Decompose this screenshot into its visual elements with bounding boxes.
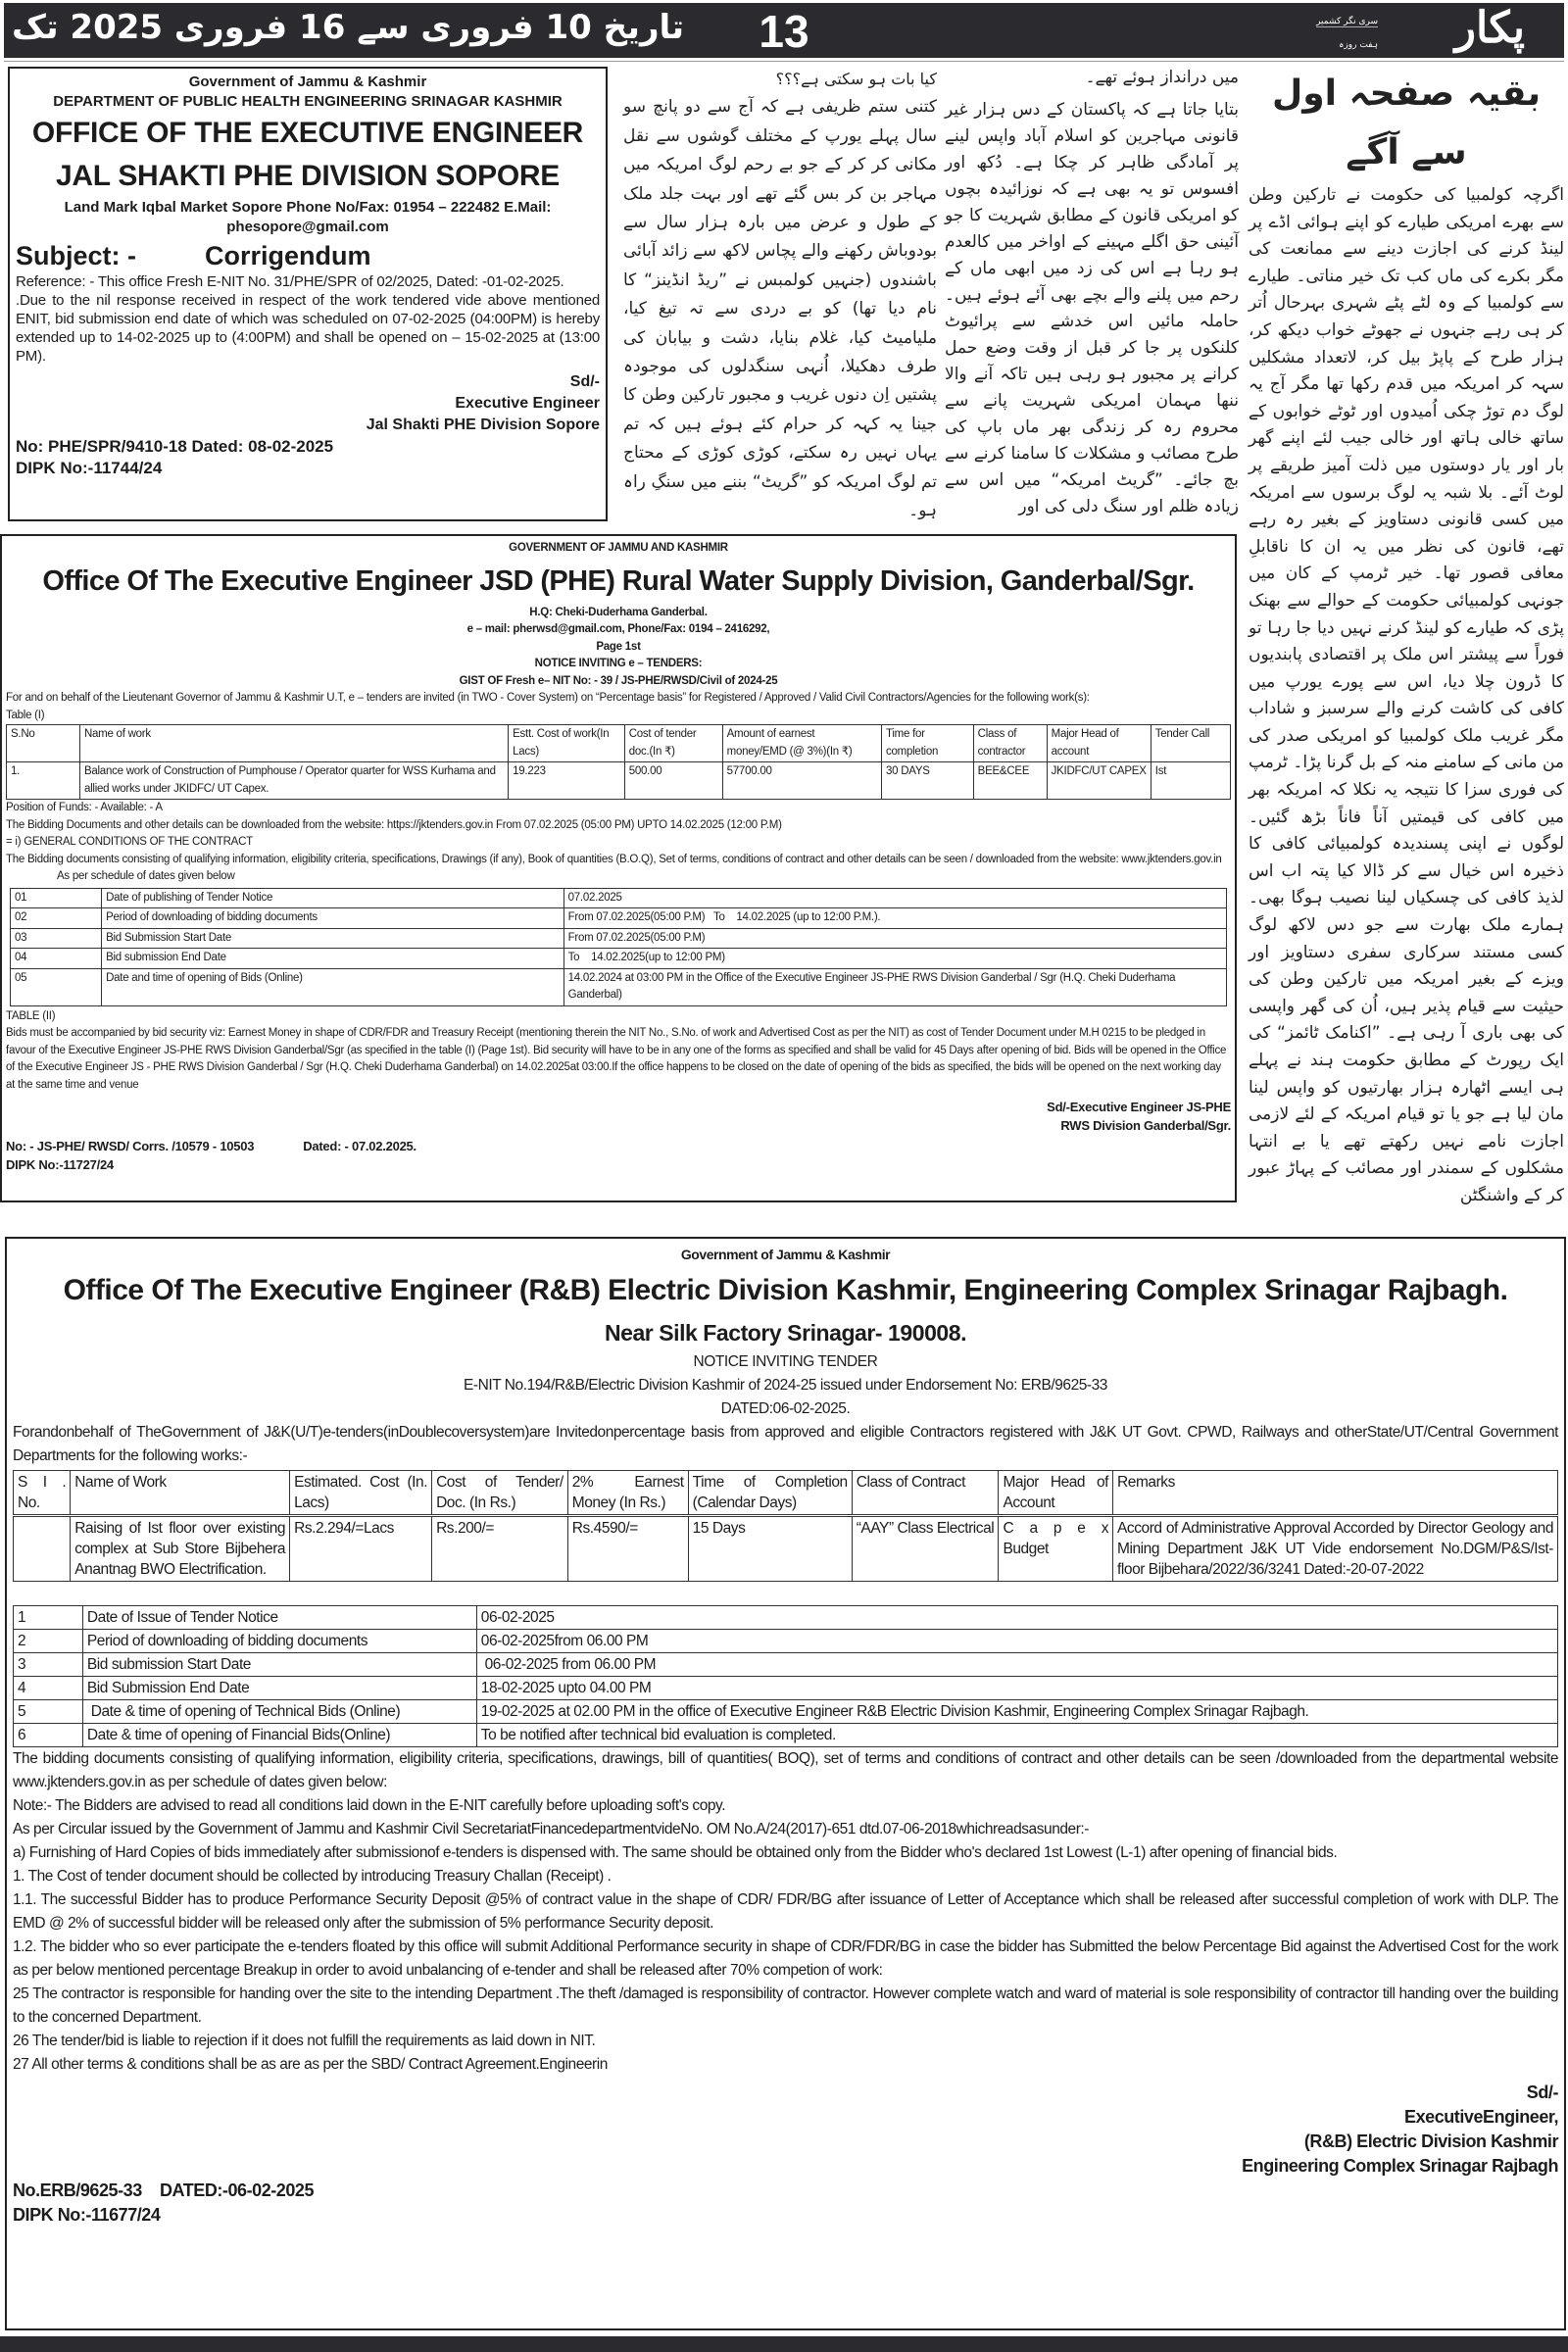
reference-number: No: PHE/SPR/9410-18 Dated: 08-02-2025: [16, 437, 334, 456]
table-header-cell: Class of Contract: [852, 1471, 999, 1516]
article-text: بتایا جاتا ہے کہ پاکستان کے دس ہزار غیر قانونی مہاجرین کو اسلام آباد واپس لینے پر آمادگی ظاہر کر چکا ہے۔ دُکھ اور افسوس تو یہ بھی ہے کہ نوزائیدہ بچوں کو امریکی قانون کے مطابق شہریت کا جو آئینی حق اگلے مہینے کے اواخر میں کالعدم ہو رہا ہے اس کی زد میں ابھی ماں کے رحم میں پلنے والے بچے بھی آئے ہوئے ہیں۔ حاملہ مائیں اس خدشے سے پرائیوٹ کلنکوں پر جا کر قبل از وقت وضع حمل کرانے پر مجبور ہو رہی ہیں تاکہ آنے والا ننھا مہمان امریکی شہریت پانے سے محروم رہ کر زندگی بھر ماں باپ کی طرح مصائب و مشکلات کا سامنا کرنے سے بچ جائے۔ ”گریٹ امریکہ“ میں اس سے زیادہ ظلم اور سنگ دلی کی اور: [945, 100, 1239, 516]
schedule-cell: To 14.02.2025(up to 12:00 PM): [564, 949, 1226, 969]
download-line: The Bidding Documents and other details can be downloaded from the website: https://jktenders.gov.in From 07.02.2025 (05:00 PM) UPTO 14.02.2025 (12:00 P.M): [6, 818, 782, 831]
address-line: Near Silk Factory Srinagar- 190008.: [604, 1320, 967, 1346]
schedule-cell: To be notified after technical bid evaluation is completed.: [476, 1724, 1557, 1747]
schedule-cell: 01: [11, 888, 102, 908]
office-title: Office Of The Executive Engineer (R&B) Electric Division Kashmir, Engineering Complex Srinagar Rajbagh.: [63, 1274, 1508, 1306]
table-cell: BEE&CEE: [973, 762, 1047, 800]
schedule-row: [11, 949, 1227, 969]
issue-date: تاریخ 10 فروری سے 16 فروری 2025 تک: [12, 8, 685, 47]
urdu-article-column-1: [623, 65, 937, 527]
page-line: Page 1st: [596, 640, 641, 653]
funds-line: Position of Funds: - Available: - A: [6, 802, 163, 813]
signature-line-2: RWS Division Ganderbal/Sgr.: [1060, 1118, 1231, 1133]
schedule-row: [14, 1606, 1558, 1630]
address-line: Land Mark Iqbal Market Sopore Phone No/Fax: 01954 – 222482 E.Mail:: [64, 199, 552, 216]
subject-label: Subject: -: [16, 241, 137, 270]
table-header-cell: Cost of Tender/ Doc. (In Rs.): [432, 1471, 568, 1516]
schedule-row: [14, 1724, 1558, 1747]
masthead: [4, 3, 1564, 58]
table-header-cell: Name of work: [79, 725, 508, 762]
tender-notice-ganderbal: [0, 534, 1237, 1202]
conditions: [13, 1747, 1558, 2077]
schedule-cell: 02: [11, 908, 102, 929]
table-cell: Accord of Administrative Approval Accorded by Director Geology and Mining Department J&K UT Vide endorsement No.DGM/P&S/Ist-floor Bijbehara/2022/36/3241 Dated:-20-07-2022: [1113, 1516, 1558, 1582]
reference-number: No.ERB/9625-33 DATED:-06-02-2025: [13, 2180, 315, 2200]
condition-paragraph: The bidding documents consisting of qualifying information, eligibility criteria, specifications, drawings, bill of quantities( BOQ), set of terms and conditions of contract and other details can be seen /downloaded from the departmental website www.jktenders.gov.in as per schedule of dates given below:: [13, 1750, 1558, 1790]
table-header-cell: Time for completion: [882, 725, 974, 762]
schedule-row: [11, 968, 1227, 1005]
table-header-cell: S.No: [7, 725, 80, 762]
condition-paragraph: a) Furnishing of Hard Copies of bids immediately after submissionof e-tenders is dispensed with. The same should be obtained only from the Bidder who's declared 1st Lowest (L-1) after opening of financial bids.: [13, 1844, 1338, 1861]
table-cell: [14, 1516, 71, 1582]
works-table: [6, 724, 1231, 800]
signature-title: ExecutiveEngineer,: [1404, 2107, 1558, 2127]
condition-paragraph: 25 The contractor is responsible for handing over the site to the intending Department .The theft /damaged is responsibility of contractor. However complete watch and ward of material is sole responsibility of contractor till handing over the building to the concerned Department.: [13, 1985, 1558, 2026]
table-header-cell: Estt. Cost of work(In Lacs): [509, 725, 625, 762]
reference-text: Reference: - This office Fresh E-NIT No. 31/PHE/SPR of 02/2025, Dated: -01-02-2025.: [16, 273, 564, 290]
reference-line: [6, 1137, 1231, 1155]
table-header-cell: Tender Call: [1151, 725, 1230, 762]
schedule-cell: 06-02-2025: [476, 1606, 1557, 1630]
dipk-number: DIPK No:-11727/24: [6, 1157, 114, 1172]
office-title: OFFICE OF THE EXECUTIVE ENGINEER: [31, 117, 584, 149]
condition-paragraph: 27 All other terms & conditions shall be as are as per the SBD/ Contract Agreement.Engineerin: [13, 2056, 608, 2073]
continued-heading: بقیہ صفحہ اول سے آگے: [1272, 74, 1541, 172]
corrigendum-notice-sopore: [8, 67, 608, 521]
schedule-cell: 5: [14, 1700, 83, 1724]
schedule-table: [13, 1605, 1558, 1747]
bid-security-text: Bids must be accompanied by bid security viz: Earnest Money in shape of CDR/FDR and Treasury Receipt (mentioning therein the NIT No., S.No. of work and Advertised Cost as per the NIT) as cost of Tender Document under M.H 0215 to be pledged in favour of the Executive Engineer JS-PHE RWS Division Ganderbal/Sgr (as specified in the table (I) (Page 1st). Bid security will have to be in any one of the forms as specified and shall be valid for 45 Days after opening of bid. Bids will be opened in the Office of the Executive Engineer JS - PHE RWS Division Ganderbal / Sgr (H.Q. Cheki Duderhama Ganderbal) on 14.02.2025at 03:00.If the office happens to be closed on the date of opening of the bids as specified, the bids will be opened on the next working day at the same time and venue: [6, 1027, 1227, 1091]
schedule-row: [14, 1700, 1558, 1724]
newspaper-logo: [1270, 3, 1525, 58]
article-text: اگرچہ کولمبیا کی حکومت نے تارکین وطن سے بھرے امریکی طیارے کو اپنے ہوائی اڈے پر لینڈ کرنے کی اجازت دینے سے ممانعت کی مگر بکرے کی ماں کب تک خیر مناتی۔ طیارے سے کولمبیا کے وہ لٹے پٹے شہری بہرحال اُتر کر ہی رہے جنہوں نے جھوٹے خواب دیکھ کر، ہزار طرح کے پاپڑ بیل کر، لاتعداد مشکلیں سہہ کر امریکہ میں قدم رکھا تھا مگر آج یہ لوگ دم توڑ چکی اُمیدوں اور ٹوٹے خوابوں کے ساتھ خالی ہاتھ اور خالی جیب لئے اپنے گھر بار اور یار دوستوں میں ذلت آمیز طریقے پر لوٹ آئے۔ بلا شبہ یہ لوگ برسوں سے امریکہ میں کسی قانونی دستاویز کے بغیر رہ رہے تھے، قانون کی نظر میں یہ ان کا ناقابلِ معافی قصور تھا۔ خیر ٹرمپ کے کان میں جونہی کولمبیائی حکومت کے حوالے سے بھنک پڑی کہ طیارے کو لینڈ کرنے نہیں دیا جا رہا تو فوراً سے پیشتر اس ملک پر اقتصادی پابندیوں کا ڈرون چلا دیا، اس سے پورے یورپ میں کافی کی کاشت کرنے والے سرسبز و شاداب مگر غریب ملک کولمبیا کو امریکی صدر کی من مانی کے سامنے منہ کے بل گرنا پڑا۔ ٹرمپ کی فوری سزا کا نتیجہ یہ نکلا کہ امریکہ بھر میں کافی کی قیمتیں آناً فاناً بڑھ گئیں۔ لوگوں نے اپنی پسندیدہ کولمبیائی کافی کا ذخیرہ اس خیال سے کر ڈالا کیا پتہ اب اس لذیذ کافی کی چسکیاں لینا نصیب ہوگا بھی۔ ہمارے ملک بھارت سے جو دس لاکھ لوگ کسی مستند سرکاری سفری دستاویز اور ویزے کے بغیر امریکہ میں تارکین وطن کی حیثیت سے قیام پذیر ہیں، اُن کی گھر واپسی کی بھی باری آ رہی ہے۔ ”اکنامک ٹائمز“ کی ایک رپورٹ کے مطابق حکومت ہند نے پہلے ہی ایسے اٹھارہ ہزار بھارتیوں کو واپس لینا مان لیا ہے جو یا تو قیام امریکہ کے لئے لازمی اجازت نامے نہیں رکھتے تھے یا بے انتہا مشکلوں کے سمندر اور مصائب کے پہاڑ عبور کر کے واشنگٹن: [1249, 185, 1564, 1205]
schedule-cell: 14.02.2024 at 03:00 PM in the Office of the Executive Engineer JS-PHE RWS Division Ganderbal / Sgr (H.Q. Cheki Duderhama Ganderbal): [564, 968, 1226, 1005]
tender-notice-rb-electric: [5, 1237, 1566, 2330]
signature-sd: Sd/-: [569, 373, 600, 390]
table-cell: Raising of Ist floor over existing complex at Sub Store Bijbehera Anantnag BWO Electrification.: [71, 1516, 290, 1582]
schedule-table: [10, 888, 1227, 1006]
schedule-cell: Period of downloading of bidding documents: [82, 1630, 476, 1653]
logo-weekly: ہفت روزہ: [1339, 40, 1378, 50]
table-cell: Rs.2.294/=Lacs: [290, 1516, 432, 1582]
condition-paragraph: 1.2. The bidder who so ever participate the e-tenders floated by this office will submit Additional Performance security in shape of CDR/FDR/BG in case the bidder has Submitted the below Percentage Bid against the Advertised Cost for the work as per below mentioned percentage Breakup in order to avoid unbalancing of e-tender and shall be released after 70% competion of work:: [13, 1938, 1558, 1979]
schedule-cell: 05: [11, 968, 102, 1005]
schedule-cell: Date and time of opening of Bids (Online): [102, 968, 564, 1005]
schedule-intro: As per schedule of dates given below: [57, 870, 235, 882]
hq-line: H.Q: Cheki-Duderhama Ganderbal.: [529, 606, 708, 618]
schedule-cell: 19-02-2025 at 02.00 PM in the office of Executive Engineer R&B Electric Division Kashmir, Engineering Complex Srinagar Rajbagh.: [476, 1700, 1557, 1724]
table-row: [7, 762, 1231, 800]
dipk-number: DIPK No:-11744/24: [16, 459, 163, 477]
email-line: phesopore@gmail.com: [226, 219, 389, 235]
schedule-cell: 6: [14, 1724, 83, 1747]
reference-date: Dated: - 07.02.2025.: [303, 1139, 416, 1153]
article-lead: کیا بات ہو سکتی ہے؟؟؟: [775, 70, 937, 88]
department-line: DEPARTMENT OF PUBLIC HEALTH ENGINEERING SRINAGAR KASHMIR: [53, 93, 563, 110]
table-spacer: [13, 1582, 1558, 1605]
table-header-cell: Class of contractor: [973, 725, 1047, 762]
condition-paragraph: As per Circular issued by the Government of Jammu and Kashmir Civil SecretariatFinancedepartmentvideNo. OM No.A/24(2017)-651 dtd.07-06-2018whichreadsasunder:-: [13, 1821, 1089, 1838]
table-header-cell: Time of Completion (Calendar Days): [688, 1471, 852, 1516]
schedule-cell: Period of downloading of bidding documents: [102, 908, 564, 929]
enit-line: E-NIT No.194/R&B/Electric Division Kashmir of 2024-25 issued under Endorsement No: ERB/9625-33: [464, 1377, 1107, 1394]
subject-line: [16, 239, 600, 272]
urdu-article-column-3: [1249, 65, 1564, 1231]
logo-name: پکار: [1454, 3, 1525, 53]
schedule-row: [11, 888, 1227, 908]
contact-line: e – mail: pherwsd@gmail.com, Phone/Fax: 0194 – 2416292,: [466, 623, 770, 635]
signature-division: (R&B) Electric Division Kashmir: [1303, 2132, 1558, 2151]
office-title: Office Of The Executive Engineer JSD (PHE) Rural Water Supply Division, Ganderbal/Sgr.: [42, 564, 1195, 597]
table-cell: 19.223: [509, 762, 625, 800]
table-header-cell: Remarks: [1113, 1471, 1558, 1516]
dated-line: DATED:06-02-2025.: [720, 1400, 851, 1417]
table-cell: JKIDFC/UT CAPEX: [1047, 762, 1151, 800]
table-header-cell: Major Head of Account: [999, 1471, 1113, 1516]
table-header-cell: Estimated. Cost (In. Lacs): [290, 1471, 432, 1516]
schedule-cell: Date & time of opening of Technical Bids (Online): [82, 1700, 476, 1724]
table1-label: Table (I): [6, 709, 45, 721]
masthead-divider: [4, 61, 1564, 62]
intro-text: Forandonbehalf of TheGovernment of J&K(U/T)e-tenders(inDoublecoversystem)are Invitedonpercentage basis from approved and eligible Contractors registered with J&K UT Govt. CPWD, Railways and otherState/UT/Central Government Departments for the following works:-: [13, 1424, 1558, 1464]
condition-paragraph: 1.1. The successful Bidder has to produce Performance Security Deposit @5% of contract value in the shape of CDR/ FDR/BG after issuance of Letter of Acceptance which shall be released after successful completion of work with DLP. The EMD @ 2% of successful bidder will be released only after the submission of 5% performance Security deposit.: [13, 1891, 1558, 1932]
table-cell: Balance work of Construction of Pumphouse / Operator quarter for WSS Kurhama and allied works under JKIDFC/ UT Capex.: [79, 762, 508, 800]
subject-value: Corrigendum: [205, 241, 371, 270]
article-text: کتنی ستم ظریفی ہے کہ آج سے دو پانچ سو سال پہلے یورپ کے مختلف گوشوں سے نقل مکانی کر کر کے جو بے رحم لوگ امریکہ میں مہاجر بن کر بس گئے تھے اور بہت جلد ملک کے طول و عرض میں بارہ ہزار سال سے بودوباش رکھنے والے پچاس لاکھ سے زائد آبائی باشندوں (جنہیں کولمبس نے ”ریڈ انڈینز“ کا نام دیا تھا) کو بے دردی سے تہ تیغ کیا، ملیامیٹ کیا، غلام بنایا، دشت و بیابان کی طرف دھکیلا، اُنہی سنگدلوں کی موجودہ پشتیں اِن دنوں غریب و مجبور تارکین وطن کا جینا یہ کہہ کر حرام کئے ہوئے ہیں کہ تم یہاں نہیں رہ سکتے، کوڑی کوڑی کے محتاج تم لوگ امریکہ کو ”گریٹ“ بننے میں سنگِ راہ ہو۔: [623, 97, 937, 521]
notice-heading: NOTICE INVITING TENDER: [693, 1353, 878, 1370]
schedule-row: [14, 1677, 1558, 1700]
table-cell: 57700.00: [722, 762, 881, 800]
schedule-cell: Date & time of opening of Financial Bids(Online): [82, 1724, 476, 1747]
table-header-cell: Amount of earnest money/EMD (@ 3%)(In ₹): [722, 725, 881, 762]
table-cell: “AAY” Class Electrical: [852, 1516, 999, 1582]
schedule-cell: From 07.02.2025(05:00 P.M): [564, 928, 1226, 949]
condition-paragraph: 26 The tender/bid is liable to rejection if it does not fulfill the requirements as laid down in NIT.: [13, 2033, 596, 2049]
table-header-cell: Cost of tender doc.(In ₹): [624, 725, 722, 762]
schedule-cell: 04: [11, 949, 102, 969]
condition-paragraph: Note:- The Bidders are advised to read all conditions laid down in the E-NIT carefully before uploading soft's copy.: [13, 1797, 726, 1814]
table-cell: Ist: [1151, 762, 1230, 800]
reference-number: No: - JS-PHE/ RWSD/ Corrs. /10579 - 10503: [6, 1139, 255, 1153]
govt-line: GOVERNMENT OF JAMMU AND KASHMIR: [509, 542, 728, 554]
signature-title: Executive Engineer: [455, 395, 600, 412]
table-cell: 500.00: [624, 762, 722, 800]
schedule-cell: Bid Submission Start Date: [102, 928, 564, 949]
signature-sd: Sd/-: [1526, 2082, 1558, 2102]
schedule-cell: 07.02.2025: [564, 888, 1226, 908]
dipk-number: DIPK No:-11677/24: [13, 2205, 161, 2225]
schedule-cell: Bid Submission End Date: [82, 1677, 476, 1700]
urdu-article-column-2: [945, 65, 1239, 527]
schedule-cell: 06-02-2025 from 06.00 PM: [476, 1653, 1557, 1677]
intro-text: For and on behalf of the Lieutenant Governor of Jammu & Kashmir U.T, e – tenders are invited (in TWO - Cover System) on “Percentage basis” for Registered / Approved / Valid Civil Contractors/Agencies for the following work(s):: [6, 692, 1090, 704]
schedule-cell: 03: [11, 928, 102, 949]
signature-line-1: Sd/-Executive Engineer JS-PHE: [1047, 1100, 1231, 1114]
schedule-cell: 3: [14, 1653, 83, 1677]
schedule-cell: Date of Issue of Tender Notice: [82, 1606, 476, 1630]
schedule-row: [14, 1630, 1558, 1653]
schedule-cell: 2: [14, 1630, 83, 1653]
gcc-text: The Bidding documents consisting of qualifying information, eligibility criteria, specifications, Drawings (if any), Book of quantities (B.O.Q), Set of terms, conditions of contract and other details can be seen / downloaded from the website: www.jktenders.gov.in: [6, 853, 1222, 865]
table-cell: C a p e x Budget: [999, 1516, 1113, 1582]
table-cell: Rs.4590/=: [567, 1516, 688, 1582]
table-header-cell: 2% Earnest Money (In Rs.): [567, 1471, 688, 1516]
schedule-cell: Bid submission Start Date: [82, 1653, 476, 1677]
article-lead: میں درانداز ہوئے تھے۔: [1085, 68, 1239, 87]
signature-office: Engineering Complex Srinagar Rajbagh: [1242, 2156, 1558, 2176]
schedule-cell: From 07.02.2025(05:00 P.M) To 14.02.2025 (up to 12:00 P.M.).: [564, 908, 1226, 929]
table-header-cell: S I . No.: [14, 1471, 71, 1516]
gist-line: GIST OF Fresh e– NIT No: - 39 / JS-PHE/RWSD/Civil of 2024-25: [459, 674, 778, 687]
table-header-cell: Major Head of account: [1047, 725, 1151, 762]
schedule-row: [14, 1653, 1558, 1677]
gcc-heading: = i) GENERAL CONDITIONS OF THE CONTRACT: [6, 836, 253, 848]
condition-paragraph: 1. The Cost of tender document should be collected by introducing Treasury Challan (Receipt) .: [13, 1868, 612, 1885]
table-cell: 1.: [7, 762, 80, 800]
notice-heading: NOTICE INVITING e – TENDERS:: [534, 658, 703, 669]
works-table: [13, 1470, 1558, 1582]
body-text: .Due to the nil response received in respect of the work tendered vide above mentioned ENIT, bid submission end date of which was scheduled on 07-02-2025 (04:00PM) is hereby extended up to 14-02-2025 up to (4:00PM) and shall be opened on – 15-02-2025 at (13:00 PM).: [16, 292, 600, 365]
signature-office: Jal Shakti PHE Division Sopore: [366, 416, 600, 433]
schedule-cell: 18-02-2025 upto 04.00 PM: [476, 1677, 1557, 1700]
footer-bar: [0, 2336, 1568, 2352]
schedule-row: [11, 908, 1227, 929]
govt-line: Government of Jammu & Kashmir: [188, 74, 427, 90]
govt-line: Government of Jammu & Kashmir: [680, 1247, 891, 1262]
schedule-cell: Bid submission End Date: [102, 949, 564, 969]
page-number: 13: [759, 6, 809, 57]
table-header-cell: Name of Work: [71, 1471, 290, 1516]
schedule-cell: 06-02-2025from 06.00 PM: [476, 1630, 1557, 1653]
schedule-row: [11, 928, 1227, 949]
division-title: JAL SHAKTI PHE DIVISION SOPORE: [56, 160, 560, 192]
schedule-cell: 1: [14, 1606, 83, 1630]
table2-label: TABLE (II): [6, 1009, 56, 1022]
logo-city: سری نگر کشمیر: [1316, 17, 1378, 26]
table-cell: Rs.200/=: [432, 1516, 568, 1582]
table-cell: 30 DAYS: [882, 762, 974, 800]
table-row: [14, 1516, 1558, 1582]
schedule-cell: 4: [14, 1677, 83, 1700]
table-cell: 15 Days: [688, 1516, 852, 1582]
schedule-cell: Date of publishing of Tender Notice: [102, 888, 564, 908]
